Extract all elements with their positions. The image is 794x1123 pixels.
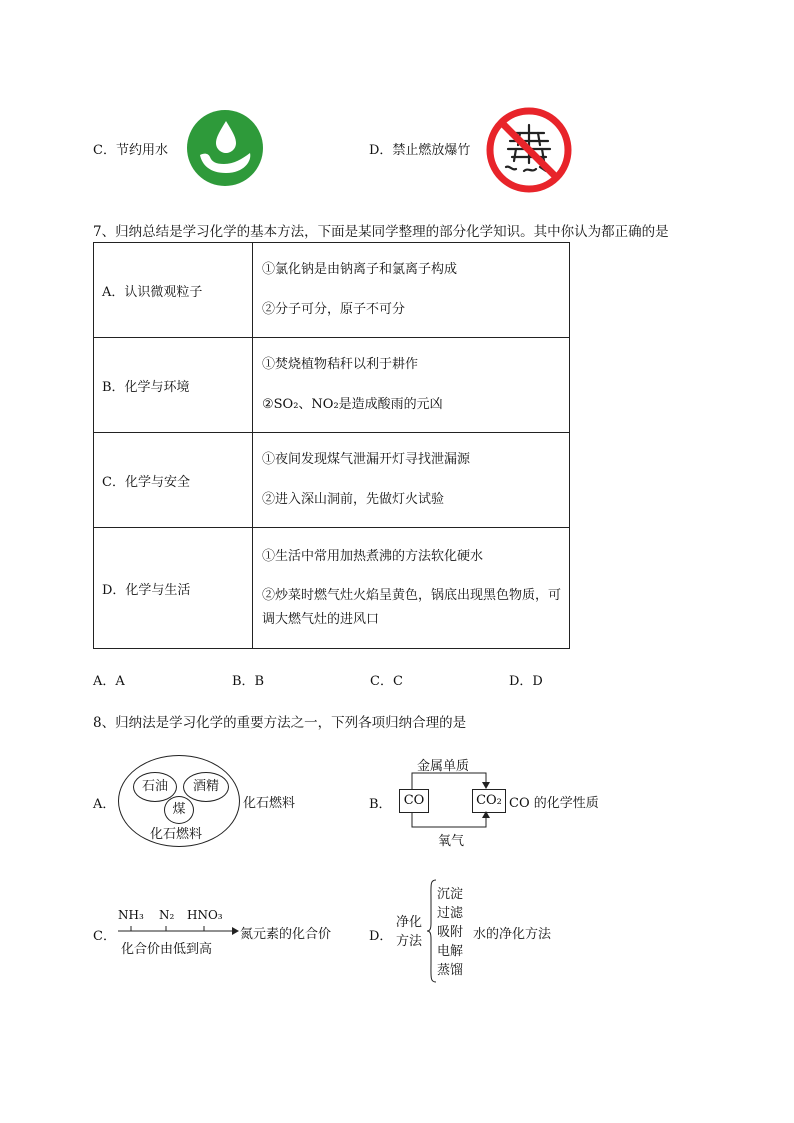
petroleum-bubble: 石油 (133, 772, 177, 802)
q8-b-label: B． (369, 797, 392, 812)
row-items (253, 243, 570, 338)
valence-axis (118, 924, 240, 936)
q8-c-caption: 氮元素的化合价 (240, 927, 332, 942)
knowledge-item: ①生活中常用加热煮沸的方法软化硬水 (262, 549, 484, 564)
answer-option-c[interactable]: C．C (370, 674, 403, 689)
row-category: A．认识微观粒子 (94, 243, 253, 338)
q6-option-d-label: D．禁止燃放爆竹 (369, 143, 471, 158)
row-category: D．化学与生活 (94, 528, 253, 649)
row-items (253, 433, 570, 528)
knowledge-item: ②炒菜时燃气灶火焰呈黄色，锅底出现黑色物质，可调大燃气灶的进风口 (262, 588, 562, 627)
co-box: CO (399, 789, 429, 813)
coal-bubble: 煤 (164, 796, 194, 824)
reaction-arrows (400, 770, 500, 830)
water-saving-icon (186, 109, 264, 187)
top-reagent-label: 金属单质 (417, 759, 470, 774)
q7-question: 7、归纳总结是学习化学的基本方法，下面是某同学整理的部分化学知识。其中你认为都正确的是 (93, 224, 669, 240)
q8-c-label: C． (93, 929, 116, 944)
fossil-fuel-set-label: 化石燃料 (150, 827, 203, 842)
knowledge-item: ②SO₂、NO₂是造成酸雨的元凶 (262, 397, 443, 412)
method-item: 过滤 (437, 906, 464, 921)
answer-option-b[interactable]: B．B (232, 674, 265, 689)
row-items (253, 338, 570, 433)
q8-d-caption: 水的净化方法 (473, 927, 552, 942)
method-item: 电解 (437, 944, 464, 959)
q8-a-label: A． (93, 797, 116, 812)
q8-question: 8、归纳法是学习化学的重要方法之一，下列各项归纳合理的是 (93, 715, 467, 731)
knowledge-item: ②分子可分，原子不可分 (262, 302, 406, 317)
alcohol-bubble: 酒精 (183, 772, 229, 802)
axis-tick-label: NH₃ (118, 908, 144, 922)
co2-box: CO₂ (472, 789, 506, 813)
bottom-reagent-label: 氧气 (438, 834, 465, 849)
method-item: 吸附 (437, 925, 464, 940)
table-row (94, 433, 570, 528)
knowledge-item: ②进入深山洞前，先做灯火试验 (262, 492, 445, 507)
knowledge-table (93, 242, 570, 649)
axis-tick-label: HNO₃ (187, 908, 223, 922)
table-row (94, 243, 570, 338)
knowledge-item: ①夜间发现煤气泄漏开灯寻找泄漏源 (262, 452, 471, 467)
q6-option-c-label: C．节约用水 (93, 143, 168, 158)
knowledge-item: ①氯化钠是由钠离子和氯离子构成 (262, 262, 458, 277)
answer-option-d[interactable]: D．D (509, 674, 543, 689)
axis-label: 化合价由低到高 (121, 942, 213, 957)
table-row (94, 528, 570, 649)
knowledge-item: ①焚烧植物秸秆以利于耕作 (262, 357, 419, 372)
group-label-line1: 净化 (396, 915, 423, 930)
q8-a-caption: 化石燃料 (243, 796, 296, 811)
row-category: C．化学与安全 (94, 433, 253, 528)
table-row (94, 338, 570, 433)
answer-option-a[interactable]: A．A (93, 674, 125, 689)
method-item: 蒸馏 (437, 963, 464, 978)
axis-tick-label: N₂ (159, 908, 175, 922)
row-category: B．化学与环境 (94, 338, 253, 433)
q8-b-caption: CO 的化学性质 (509, 796, 599, 811)
no-firecrackers-icon (484, 105, 574, 195)
method-item: 沉淀 (437, 887, 464, 902)
row-items (253, 528, 570, 649)
q8-d-label: D． (369, 929, 393, 944)
group-label-line2: 方法 (396, 934, 423, 949)
